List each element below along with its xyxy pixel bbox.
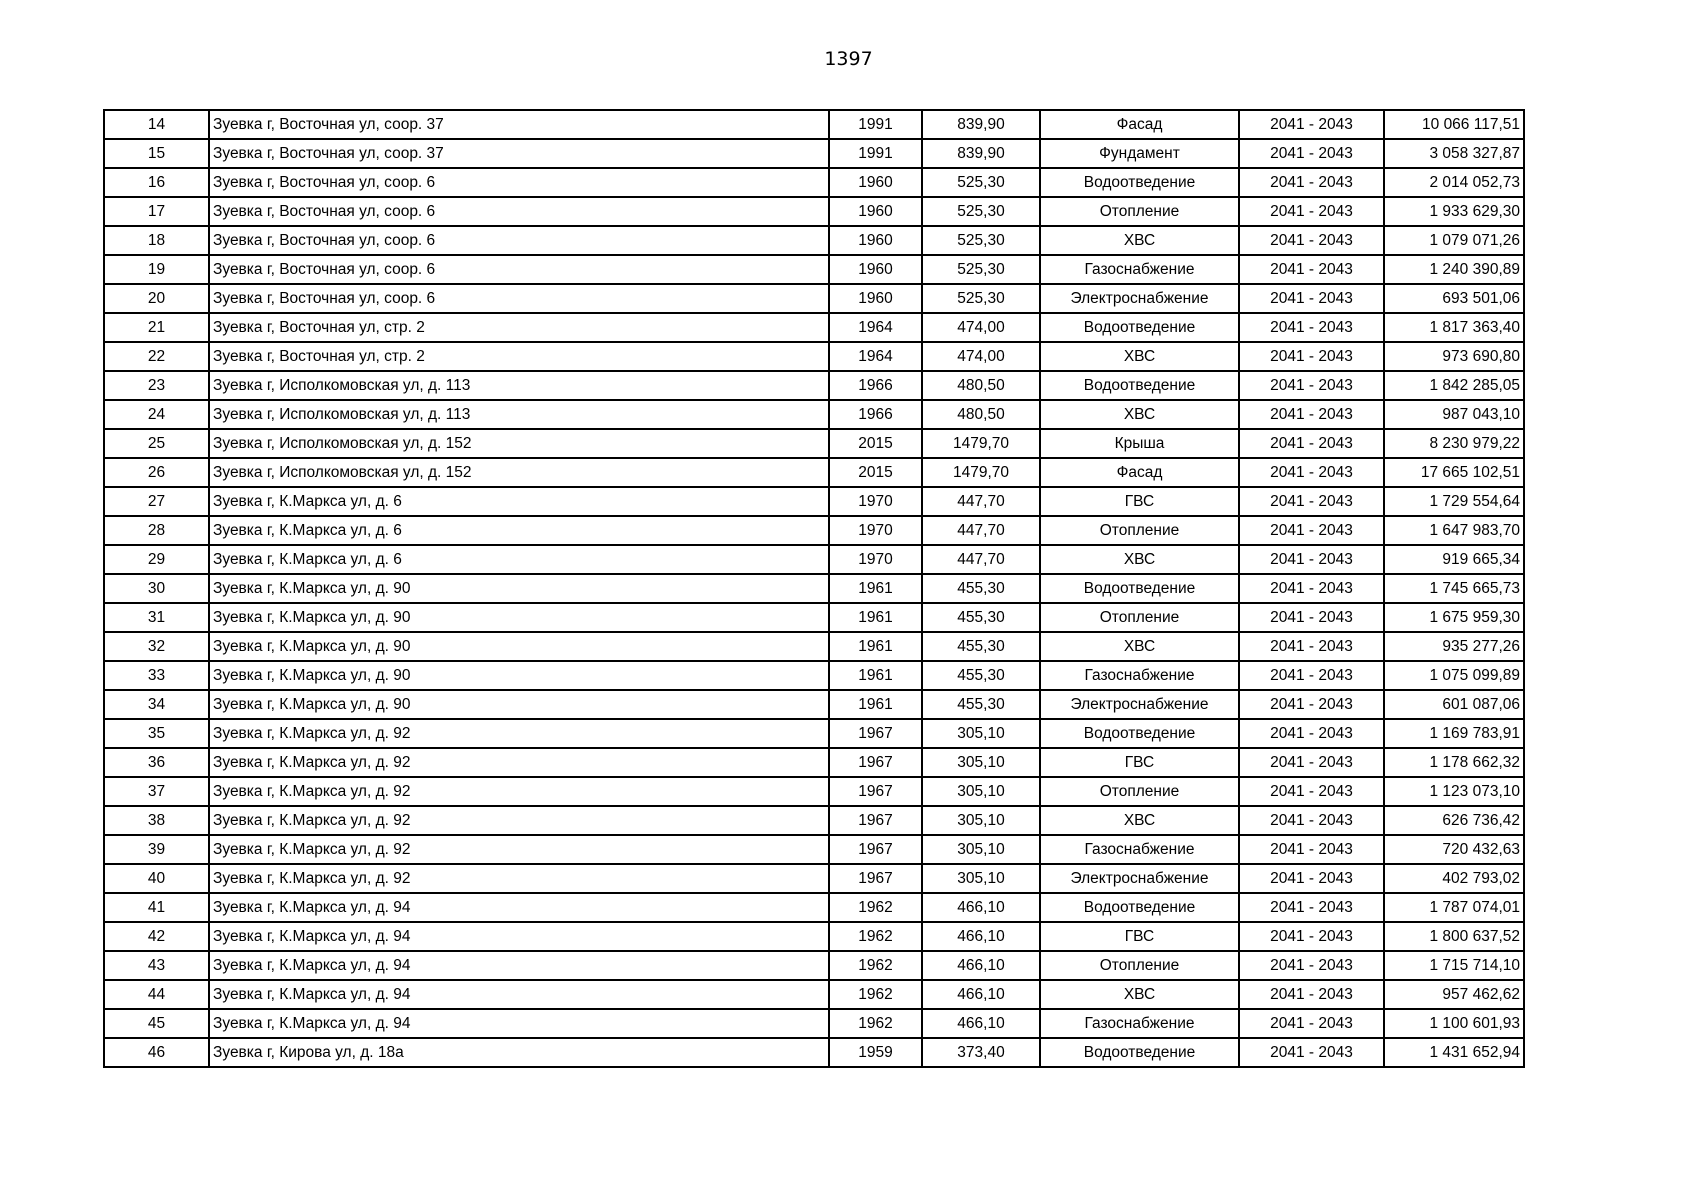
area-cell: 466,10 xyxy=(922,980,1040,1009)
year-cell: 2015 xyxy=(829,458,922,487)
address-cell: Зуевка г, К.Маркса ул, д. 94 xyxy=(209,951,829,980)
cost-cell: 919 665,34 xyxy=(1384,545,1524,574)
cost-cell: 1 079 071,26 xyxy=(1384,226,1524,255)
year-cell: 1960 xyxy=(829,226,922,255)
row-number-cell: 30 xyxy=(104,574,209,603)
table-row xyxy=(104,864,1524,893)
cost-cell: 1 240 390,89 xyxy=(1384,255,1524,284)
row-number-cell: 41 xyxy=(104,893,209,922)
area-cell: 447,70 xyxy=(922,487,1040,516)
address-cell: Зуевка г, Восточная ул, соор. 6 xyxy=(209,255,829,284)
table-row xyxy=(104,603,1524,632)
row-number-cell: 43 xyxy=(104,951,209,980)
row-number-cell: 37 xyxy=(104,777,209,806)
table-row xyxy=(104,632,1524,661)
row-number-cell: 36 xyxy=(104,748,209,777)
area-cell: 447,70 xyxy=(922,545,1040,574)
period-cell: 2041 - 2043 xyxy=(1239,922,1384,951)
area-cell: 305,10 xyxy=(922,777,1040,806)
address-cell: Зуевка г, К.Маркса ул, д. 92 xyxy=(209,777,829,806)
period-cell: 2041 - 2043 xyxy=(1239,951,1384,980)
cost-cell: 987 043,10 xyxy=(1384,400,1524,429)
row-number-cell: 22 xyxy=(104,342,209,371)
year-cell: 1967 xyxy=(829,835,922,864)
cost-cell: 1 745 665,73 xyxy=(1384,574,1524,603)
year-cell: 1962 xyxy=(829,922,922,951)
row-number-cell: 29 xyxy=(104,545,209,574)
work-type-cell: Электроснабжение xyxy=(1040,690,1239,719)
row-number-cell: 20 xyxy=(104,284,209,313)
address-cell: Зуевка г, Восточная ул, соор. 6 xyxy=(209,284,829,313)
table-row xyxy=(104,429,1524,458)
work-type-cell: Газоснабжение xyxy=(1040,661,1239,690)
period-cell: 2041 - 2043 xyxy=(1239,313,1384,342)
row-number-cell: 24 xyxy=(104,400,209,429)
row-number-cell: 28 xyxy=(104,516,209,545)
table-row xyxy=(104,487,1524,516)
cost-cell: 402 793,02 xyxy=(1384,864,1524,893)
work-type-cell: Водоотведение xyxy=(1040,719,1239,748)
address-cell: Зуевка г, К.Маркса ул, д. 92 xyxy=(209,748,829,777)
year-cell: 1967 xyxy=(829,806,922,835)
table-row xyxy=(104,951,1524,980)
area-cell: 455,30 xyxy=(922,690,1040,719)
address-cell: Зуевка г, К.Маркса ул, д. 90 xyxy=(209,661,829,690)
address-cell: Зуевка г, К.Маркса ул, д. 92 xyxy=(209,719,829,748)
work-type-cell: ХВС xyxy=(1040,342,1239,371)
row-number-cell: 42 xyxy=(104,922,209,951)
cost-cell: 1 715 714,10 xyxy=(1384,951,1524,980)
period-cell: 2041 - 2043 xyxy=(1239,835,1384,864)
period-cell: 2041 - 2043 xyxy=(1239,1009,1384,1038)
address-cell: Зуевка г, К.Маркса ул, д. 94 xyxy=(209,980,829,1009)
cost-cell: 1 933 629,30 xyxy=(1384,197,1524,226)
row-number-cell: 32 xyxy=(104,632,209,661)
cost-cell: 10 066 117,51 xyxy=(1384,110,1524,139)
address-cell: Зуевка г, К.Маркса ул, д. 6 xyxy=(209,545,829,574)
work-type-cell: Газоснабжение xyxy=(1040,835,1239,864)
cost-cell: 3 058 327,87 xyxy=(1384,139,1524,168)
year-cell: 1967 xyxy=(829,719,922,748)
work-type-cell: Водоотведение xyxy=(1040,1038,1239,1067)
area-cell: 525,30 xyxy=(922,284,1040,313)
area-cell: 466,10 xyxy=(922,951,1040,980)
address-cell: Зуевка г, К.Маркса ул, д. 94 xyxy=(209,922,829,951)
table-row xyxy=(104,1038,1524,1067)
work-type-cell: Фундамент xyxy=(1040,139,1239,168)
area-cell: 455,30 xyxy=(922,632,1040,661)
work-type-cell: Отопление xyxy=(1040,197,1239,226)
address-cell: Зуевка г, Восточная ул, соор. 6 xyxy=(209,197,829,226)
page-number: 1397 xyxy=(824,48,873,70)
row-number-cell: 18 xyxy=(104,226,209,255)
repair-schedule-table xyxy=(103,109,1525,1068)
address-cell: Зуевка г, К.Маркса ул, д. 6 xyxy=(209,487,829,516)
work-type-cell: Фасад xyxy=(1040,110,1239,139)
area-cell: 466,10 xyxy=(922,893,1040,922)
cost-cell: 935 277,26 xyxy=(1384,632,1524,661)
row-number-cell: 34 xyxy=(104,690,209,719)
address-cell: Зуевка г, Исполкомовская ул, д. 113 xyxy=(209,371,829,400)
table-row xyxy=(104,719,1524,748)
area-cell: 525,30 xyxy=(922,197,1040,226)
cost-cell: 1 729 554,64 xyxy=(1384,487,1524,516)
work-type-cell: Водоотведение xyxy=(1040,893,1239,922)
table-row xyxy=(104,255,1524,284)
period-cell: 2041 - 2043 xyxy=(1239,429,1384,458)
year-cell: 1960 xyxy=(829,284,922,313)
work-type-cell: ГВС xyxy=(1040,922,1239,951)
year-cell: 1961 xyxy=(829,603,922,632)
work-type-cell: ХВС xyxy=(1040,806,1239,835)
area-cell: 305,10 xyxy=(922,864,1040,893)
work-type-cell: ХВС xyxy=(1040,545,1239,574)
year-cell: 1961 xyxy=(829,574,922,603)
cost-cell: 1 675 959,30 xyxy=(1384,603,1524,632)
work-type-cell: Отопление xyxy=(1040,516,1239,545)
address-cell: Зуевка г, К.Маркса ул, д. 6 xyxy=(209,516,829,545)
cost-cell: 1 842 285,05 xyxy=(1384,371,1524,400)
row-number-cell: 17 xyxy=(104,197,209,226)
address-cell: Зуевка г, Восточная ул, соор. 6 xyxy=(209,226,829,255)
year-cell: 1970 xyxy=(829,487,922,516)
area-cell: 1479,70 xyxy=(922,429,1040,458)
table-row xyxy=(104,110,1524,139)
year-cell: 1967 xyxy=(829,748,922,777)
period-cell: 2041 - 2043 xyxy=(1239,661,1384,690)
period-cell: 2041 - 2043 xyxy=(1239,603,1384,632)
work-type-cell: Электроснабжение xyxy=(1040,864,1239,893)
cost-cell: 1 800 637,52 xyxy=(1384,922,1524,951)
year-cell: 1964 xyxy=(829,342,922,371)
year-cell: 1970 xyxy=(829,545,922,574)
period-cell: 2041 - 2043 xyxy=(1239,864,1384,893)
row-number-cell: 39 xyxy=(104,835,209,864)
period-cell: 2041 - 2043 xyxy=(1239,777,1384,806)
year-cell: 1966 xyxy=(829,400,922,429)
work-type-cell: Отопление xyxy=(1040,951,1239,980)
year-cell: 1961 xyxy=(829,690,922,719)
address-cell: Зуевка г, Восточная ул, соор. 37 xyxy=(209,110,829,139)
area-cell: 447,70 xyxy=(922,516,1040,545)
area-cell: 839,90 xyxy=(922,110,1040,139)
period-cell: 2041 - 2043 xyxy=(1239,980,1384,1009)
row-number-cell: 45 xyxy=(104,1009,209,1038)
table-row xyxy=(104,139,1524,168)
area-cell: 305,10 xyxy=(922,806,1040,835)
work-type-cell: ХВС xyxy=(1040,980,1239,1009)
year-cell: 1960 xyxy=(829,255,922,284)
period-cell: 2041 - 2043 xyxy=(1239,516,1384,545)
area-cell: 474,00 xyxy=(922,342,1040,371)
work-type-cell: Водоотведение xyxy=(1040,313,1239,342)
year-cell: 1960 xyxy=(829,197,922,226)
area-cell: 525,30 xyxy=(922,168,1040,197)
row-number-cell: 23 xyxy=(104,371,209,400)
work-type-cell: Водоотведение xyxy=(1040,574,1239,603)
year-cell: 1991 xyxy=(829,110,922,139)
table-body xyxy=(104,110,1524,1067)
cost-cell: 957 462,62 xyxy=(1384,980,1524,1009)
period-cell: 2041 - 2043 xyxy=(1239,139,1384,168)
cost-cell: 1 817 363,40 xyxy=(1384,313,1524,342)
address-cell: Зуевка г, Восточная ул, стр. 2 xyxy=(209,313,829,342)
cost-cell: 1 431 652,94 xyxy=(1384,1038,1524,1067)
work-type-cell: ХВС xyxy=(1040,400,1239,429)
table-row xyxy=(104,922,1524,951)
area-cell: 1479,70 xyxy=(922,458,1040,487)
row-number-cell: 21 xyxy=(104,313,209,342)
row-number-cell: 25 xyxy=(104,429,209,458)
area-cell: 455,30 xyxy=(922,661,1040,690)
row-number-cell: 31 xyxy=(104,603,209,632)
year-cell: 1962 xyxy=(829,951,922,980)
period-cell: 2041 - 2043 xyxy=(1239,197,1384,226)
table-row xyxy=(104,284,1524,313)
year-cell: 1961 xyxy=(829,661,922,690)
cost-cell: 1 100 601,93 xyxy=(1384,1009,1524,1038)
row-number-cell: 27 xyxy=(104,487,209,516)
table-row xyxy=(104,400,1524,429)
address-cell: Зуевка г, К.Маркса ул, д. 92 xyxy=(209,806,829,835)
cost-cell: 1 123 073,10 xyxy=(1384,777,1524,806)
work-type-cell: ГВС xyxy=(1040,748,1239,777)
address-cell: Зуевка г, Исполкомовская ул, д. 152 xyxy=(209,429,829,458)
work-type-cell: Водоотведение xyxy=(1040,168,1239,197)
period-cell: 2041 - 2043 xyxy=(1239,545,1384,574)
row-number-cell: 40 xyxy=(104,864,209,893)
work-type-cell: Отопление xyxy=(1040,777,1239,806)
address-cell: Зуевка г, Исполкомовская ул, д. 113 xyxy=(209,400,829,429)
work-type-cell: Крыша xyxy=(1040,429,1239,458)
cost-cell: 1 787 074,01 xyxy=(1384,893,1524,922)
address-cell: Зуевка г, К.Маркса ул, д. 94 xyxy=(209,893,829,922)
period-cell: 2041 - 2043 xyxy=(1239,110,1384,139)
year-cell: 1967 xyxy=(829,777,922,806)
period-cell: 2041 - 2043 xyxy=(1239,806,1384,835)
table-row xyxy=(104,1009,1524,1038)
table-row xyxy=(104,777,1524,806)
address-cell: Зуевка г, К.Маркса ул, д. 94 xyxy=(209,1009,829,1038)
work-type-cell: Водоотведение xyxy=(1040,371,1239,400)
address-cell: Зуевка г, К.Маркса ул, д. 90 xyxy=(209,603,829,632)
row-number-cell: 26 xyxy=(104,458,209,487)
period-cell: 2041 - 2043 xyxy=(1239,632,1384,661)
table-row xyxy=(104,980,1524,1009)
cost-cell: 1 075 099,89 xyxy=(1384,661,1524,690)
cost-cell: 973 690,80 xyxy=(1384,342,1524,371)
address-cell: Зуевка г, Исполкомовская ул, д. 152 xyxy=(209,458,829,487)
period-cell: 2041 - 2043 xyxy=(1239,893,1384,922)
area-cell: 466,10 xyxy=(922,1009,1040,1038)
table-row xyxy=(104,313,1524,342)
period-cell: 2041 - 2043 xyxy=(1239,487,1384,516)
cost-cell: 2 014 052,73 xyxy=(1384,168,1524,197)
table-row xyxy=(104,806,1524,835)
period-cell: 2041 - 2043 xyxy=(1239,255,1384,284)
period-cell: 2041 - 2043 xyxy=(1239,574,1384,603)
year-cell: 1960 xyxy=(829,168,922,197)
area-cell: 525,30 xyxy=(922,226,1040,255)
work-type-cell: ГВС xyxy=(1040,487,1239,516)
table-row xyxy=(104,516,1524,545)
address-cell: Зуевка г, К.Маркса ул, д. 90 xyxy=(209,574,829,603)
work-type-cell: Газоснабжение xyxy=(1040,1009,1239,1038)
table-row xyxy=(104,458,1524,487)
row-number-cell: 16 xyxy=(104,168,209,197)
period-cell: 2041 - 2043 xyxy=(1239,284,1384,313)
period-cell: 2041 - 2043 xyxy=(1239,458,1384,487)
area-cell: 839,90 xyxy=(922,139,1040,168)
table-row xyxy=(104,661,1524,690)
row-number-cell: 15 xyxy=(104,139,209,168)
row-number-cell: 14 xyxy=(104,110,209,139)
area-cell: 480,50 xyxy=(922,400,1040,429)
area-cell: 373,40 xyxy=(922,1038,1040,1067)
period-cell: 2041 - 2043 xyxy=(1239,168,1384,197)
year-cell: 1961 xyxy=(829,632,922,661)
table-row xyxy=(104,371,1524,400)
address-cell: Зуевка г, Восточная ул, соор. 6 xyxy=(209,168,829,197)
year-cell: 1962 xyxy=(829,1009,922,1038)
table-row xyxy=(104,226,1524,255)
table-row xyxy=(104,748,1524,777)
address-cell: Зуевка г, К.Маркса ул, д. 92 xyxy=(209,864,829,893)
work-type-cell: Электроснабжение xyxy=(1040,284,1239,313)
area-cell: 305,10 xyxy=(922,748,1040,777)
work-type-cell: Газоснабжение xyxy=(1040,255,1239,284)
cost-cell: 17 665 102,51 xyxy=(1384,458,1524,487)
work-type-cell: ХВС xyxy=(1040,632,1239,661)
table-row xyxy=(104,893,1524,922)
cost-cell: 1 169 783,91 xyxy=(1384,719,1524,748)
table-row xyxy=(104,197,1524,226)
year-cell: 1962 xyxy=(829,980,922,1009)
year-cell: 1966 xyxy=(829,371,922,400)
row-number-cell: 38 xyxy=(104,806,209,835)
area-cell: 305,10 xyxy=(922,835,1040,864)
table-row xyxy=(104,574,1524,603)
address-cell: Зуевка г, Кирова ул, д. 18а xyxy=(209,1038,829,1067)
area-cell: 466,10 xyxy=(922,922,1040,951)
period-cell: 2041 - 2043 xyxy=(1239,342,1384,371)
area-cell: 480,50 xyxy=(922,371,1040,400)
row-number-cell: 46 xyxy=(104,1038,209,1067)
cost-cell: 693 501,06 xyxy=(1384,284,1524,313)
year-cell: 1991 xyxy=(829,139,922,168)
year-cell: 1964 xyxy=(829,313,922,342)
work-type-cell: ХВС xyxy=(1040,226,1239,255)
table-row xyxy=(104,545,1524,574)
year-cell: 1970 xyxy=(829,516,922,545)
table-row xyxy=(104,342,1524,371)
area-cell: 305,10 xyxy=(922,719,1040,748)
work-type-cell: Отопление xyxy=(1040,603,1239,632)
table-row xyxy=(104,168,1524,197)
cost-cell: 720 432,63 xyxy=(1384,835,1524,864)
year-cell: 1967 xyxy=(829,864,922,893)
address-cell: Зуевка г, К.Маркса ул, д. 92 xyxy=(209,835,829,864)
area-cell: 455,30 xyxy=(922,603,1040,632)
cost-cell: 601 087,06 xyxy=(1384,690,1524,719)
area-cell: 525,30 xyxy=(922,255,1040,284)
area-cell: 474,00 xyxy=(922,313,1040,342)
table-row xyxy=(104,835,1524,864)
period-cell: 2041 - 2043 xyxy=(1239,748,1384,777)
work-type-cell: Фасад xyxy=(1040,458,1239,487)
area-cell: 455,30 xyxy=(922,574,1040,603)
address-cell: Зуевка г, Восточная ул, стр. 2 xyxy=(209,342,829,371)
year-cell: 2015 xyxy=(829,429,922,458)
period-cell: 2041 - 2043 xyxy=(1239,719,1384,748)
row-number-cell: 33 xyxy=(104,661,209,690)
table-row xyxy=(104,690,1524,719)
cost-cell: 1 647 983,70 xyxy=(1384,516,1524,545)
address-cell: Зуевка г, К.Маркса ул, д. 90 xyxy=(209,632,829,661)
cost-cell: 1 178 662,32 xyxy=(1384,748,1524,777)
year-cell: 1959 xyxy=(829,1038,922,1067)
period-cell: 2041 - 2043 xyxy=(1239,1038,1384,1067)
period-cell: 2041 - 2043 xyxy=(1239,226,1384,255)
cost-cell: 626 736,42 xyxy=(1384,806,1524,835)
period-cell: 2041 - 2043 xyxy=(1239,400,1384,429)
row-number-cell: 44 xyxy=(104,980,209,1009)
row-number-cell: 19 xyxy=(104,255,209,284)
period-cell: 2041 - 2043 xyxy=(1239,371,1384,400)
cost-cell: 8 230 979,22 xyxy=(1384,429,1524,458)
year-cell: 1962 xyxy=(829,893,922,922)
row-number-cell: 35 xyxy=(104,719,209,748)
period-cell: 2041 - 2043 xyxy=(1239,690,1384,719)
address-cell: Зуевка г, К.Маркса ул, д. 90 xyxy=(209,690,829,719)
address-cell: Зуевка г, Восточная ул, соор. 37 xyxy=(209,139,829,168)
